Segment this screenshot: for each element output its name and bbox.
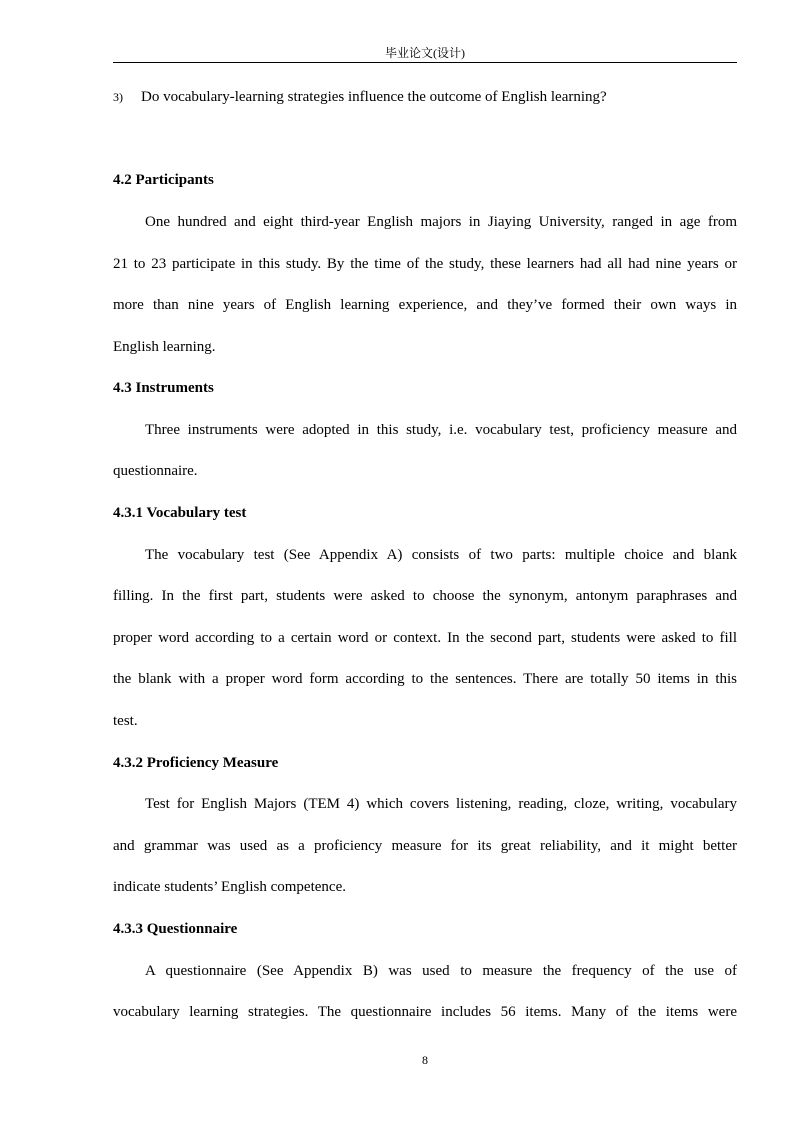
paragraph-line: questionnaire.: [113, 463, 198, 479]
paragraph-line: English learning.: [113, 339, 216, 355]
heading-questionnaire: 4.3.3 Questionnaire: [113, 921, 238, 937]
research-question-3: [113, 87, 737, 107]
header-rule: [113, 62, 737, 63]
paragraph-line: and grammar was used as a proficiency measure for its great reliability, and it might better: [113, 838, 737, 854]
heading-instruments: 4.3 Instruments: [113, 380, 214, 396]
question-text: Do vocabulary-learning strategies influence the outcome of English learning?: [141, 89, 607, 105]
paragraph-line: the blank with a proper word form according to the sentences. There are totally 50 items in this: [113, 671, 737, 687]
paragraph-line: filling. In the first part, students were asked to choose the synonym, antonym paraphrases and: [113, 588, 737, 604]
page-header: 毕业论文(设计): [385, 46, 465, 60]
paragraph-line: indicate students’ English competence.: [113, 879, 346, 895]
question-number: 3): [113, 90, 123, 104]
heading-vocabulary-test: 4.3.1 Vocabulary test: [113, 505, 247, 521]
heading-participants: 4.2 Participants: [113, 172, 214, 188]
paragraph-line: more than nine years of English learning experience, and they’ve formed their own ways in: [113, 297, 737, 313]
paragraph-line: proper word according to a certain word or context. In the second part, students were asked to fill: [113, 630, 737, 646]
paragraph-line: The vocabulary test (See Appendix A) consists of two parts: multiple choice and blank: [145, 547, 737, 563]
heading-proficiency-measure: 4.3.2 Proficiency Measure: [113, 755, 279, 771]
paragraph-line: vocabulary learning strategies. The questionnaire includes 56 items. Many of the items were: [113, 1004, 737, 1020]
paragraph-line: One hundred and eight third-year English majors in Jiaying University, ranged in age from: [145, 214, 737, 230]
paragraph-line: A questionnaire (See Appendix B) was used to measure the frequency of the use of: [145, 963, 737, 979]
paragraph-line: test.: [113, 713, 138, 729]
paragraph-line: Three instruments were adopted in this study, i.e. vocabulary test, proficiency measure and: [145, 422, 737, 438]
page-number: 8: [422, 1053, 428, 1067]
paragraph-line: Test for English Majors (TEM 4) which covers listening, reading, cloze, writing, vocabulary: [145, 796, 737, 812]
paragraph-line: 21 to 23 participate in this study. By the time of the study, these learners had all had nine years or: [113, 256, 737, 272]
